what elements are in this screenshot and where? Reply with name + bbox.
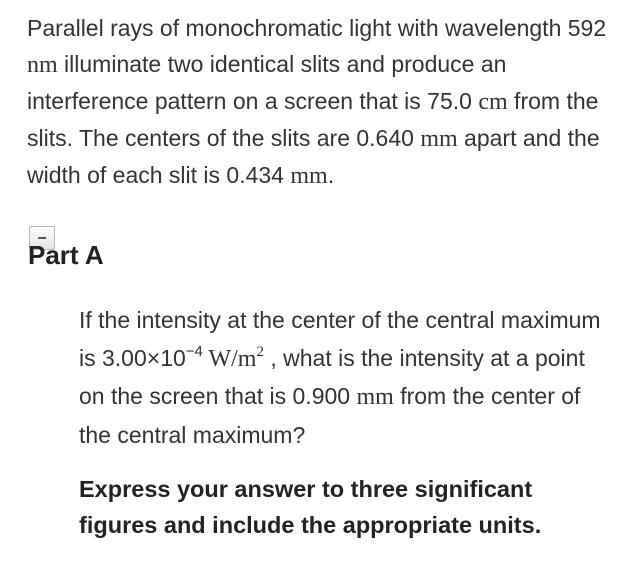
unit-mm-1: mm [420,126,458,152]
unit-mm: mm [356,384,394,410]
answer-instruction: Express your answer to three significant figures and include the appropriate units. [79,476,542,538]
unit-cm: cm [478,89,508,115]
intro-text-1: Parallel rays of monochromatic light with wavelength 592 [27,15,607,41]
intro-text-5: . [327,162,335,188]
exponent: −4 [185,342,203,360]
question-text-2: , what is the intensity at a point on the screen that is 0.900 [79,344,585,409]
part-title: Part A [28,240,104,270]
question-text-3: from the center of the central maximum? [79,383,581,448]
part-question [79,302,614,454]
unit-nm: nm [27,52,58,78]
intro-text-4: apart and the width of each slit is 0.434 [27,125,600,188]
unit-w-per-m2 [202,343,264,372]
unit-mm-2: mm [290,163,328,189]
unit-w: W/m [202,345,257,372]
intro-text-3: from the slits. The centers of the slits are 0.640 [27,88,599,151]
question-text-1: If the intensity at the center of the central maximum is 3.00×10 [79,307,601,371]
intro-text-2: illuminate two identical slits and produce an interference pattern on a screen that is 75.0 [27,51,507,114]
problem-statement [27,10,617,194]
unit-exponent: 2 [256,343,264,360]
